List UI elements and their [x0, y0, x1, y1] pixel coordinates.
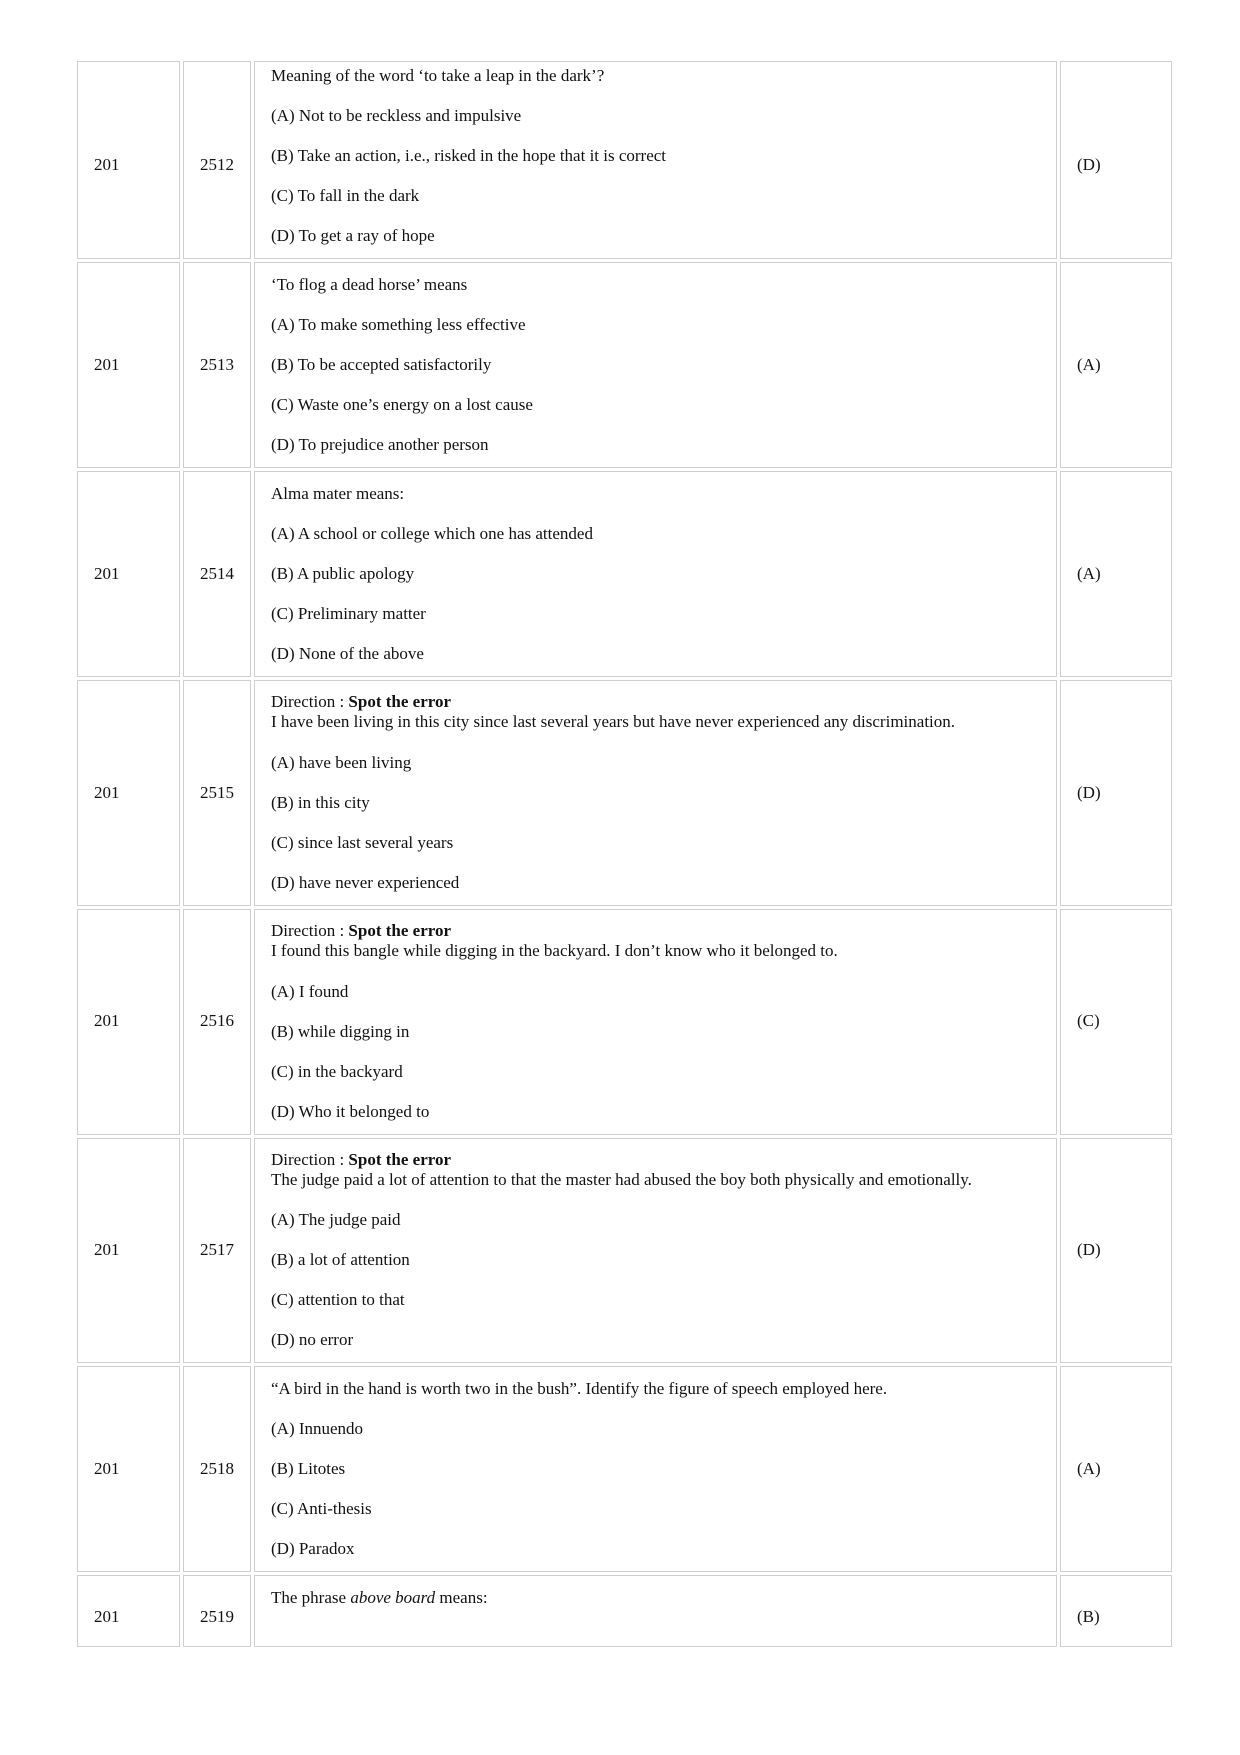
- direction-prefix: Direction :: [271, 920, 349, 940]
- answer-key: (C): [1060, 909, 1172, 1135]
- option-c: (C) in the backyard: [271, 1061, 403, 1081]
- option-b: (B) a lot of attention: [271, 1250, 410, 1270]
- table-row: [77, 1575, 1172, 1647]
- table-row: [77, 909, 1172, 1135]
- question-number: 2517: [183, 1138, 251, 1364]
- option-c: (C) Anti-thesis: [271, 1499, 372, 1519]
- direction-line: [271, 921, 1040, 941]
- option-b: (B) in this city: [271, 792, 370, 812]
- answer-key: (A): [1060, 262, 1172, 468]
- option-c: (C) attention to that: [271, 1290, 405, 1310]
- answer-key: (D): [1060, 61, 1172, 259]
- option-c: (C) Preliminary matter: [271, 604, 426, 623]
- question-cell: [254, 1138, 1057, 1364]
- question-text: ‘To flog a dead horse’ means: [271, 275, 468, 294]
- table-row: [77, 1138, 1172, 1364]
- option-d: (D) no error: [271, 1330, 354, 1350]
- option-d: (D) Paradox: [271, 1539, 355, 1559]
- subject-code: 201: [77, 471, 180, 677]
- question-suffix: means:: [435, 1588, 488, 1608]
- question-number: 2515: [183, 680, 251, 906]
- question-number: 2514: [183, 471, 251, 677]
- option-a: (A) To make something less effective: [271, 315, 526, 334]
- option-d: (D) To get a ray of hope: [271, 226, 435, 245]
- answer-key: (D): [1060, 680, 1172, 906]
- subject-code: 201: [77, 1366, 180, 1572]
- option-b: (B) Litotes: [271, 1459, 346, 1479]
- subject-code: 201: [77, 1575, 180, 1647]
- question-number: 2518: [183, 1366, 251, 1572]
- direction-instruction: Spot the error: [348, 920, 452, 940]
- answer-key: (D): [1060, 1138, 1172, 1364]
- option-a: (A) have been living: [271, 752, 412, 772]
- direction-instruction: Spot the error: [348, 1149, 452, 1169]
- option-b: (B) To be accepted satisfactorily: [271, 355, 492, 374]
- direction-line: [271, 692, 1040, 712]
- answer-key: (B): [1060, 1575, 1172, 1647]
- question-text: I have been living in this city since last several years but have never experienced any discrimination.: [271, 712, 956, 732]
- question-text: I found this bangle while digging in the backyard. I don’t know who it belonged to.: [271, 941, 838, 961]
- option-b: (B) Take an action, i.e., risked in the hope that it is correct: [271, 146, 667, 165]
- option-a: (A) I found: [271, 981, 349, 1001]
- option-d: (D) have never experienced: [271, 872, 460, 892]
- subject-code: 201: [77, 262, 180, 468]
- question-text: The judge paid a lot of attention to that the master had abused the boy both physically and emotionally.: [271, 1169, 972, 1189]
- question-cell: [254, 61, 1057, 259]
- option-a: (A) Innuendo: [271, 1419, 364, 1439]
- option-d: (D) To prejudice another person: [271, 435, 489, 454]
- answer-key: (A): [1060, 1366, 1172, 1572]
- option-a: (A) Not to be reckless and impulsive: [271, 106, 522, 125]
- table-row: [77, 262, 1172, 468]
- table-row: [77, 61, 1172, 259]
- subject-code: 201: [77, 909, 180, 1135]
- question-text: [271, 1587, 1040, 1608]
- question-cell: [254, 1575, 1057, 1647]
- question-number: 2513: [183, 262, 251, 468]
- question-number: 2512: [183, 61, 251, 259]
- question-prefix: The phrase: [271, 1588, 351, 1608]
- subject-code: 201: [77, 680, 180, 906]
- answer-key: (A): [1060, 471, 1172, 677]
- direction-prefix: Direction :: [271, 1149, 349, 1169]
- question-cell: [254, 909, 1057, 1135]
- option-b: (B) while digging in: [271, 1021, 410, 1041]
- question-cell: [254, 471, 1057, 677]
- option-b: (B) A public apology: [271, 564, 415, 583]
- question-number: 2519: [183, 1575, 251, 1647]
- option-c: (C) Waste one’s energy on a lost cause: [271, 395, 533, 414]
- subject-code: 201: [77, 61, 180, 259]
- table-row: [77, 471, 1172, 677]
- option-d: (D) None of the above: [271, 644, 424, 663]
- question-number: 2516: [183, 909, 251, 1135]
- table-row: [77, 680, 1172, 906]
- option-a: (A) The judge paid: [271, 1210, 401, 1230]
- option-a: (A) A school or college which one has attended: [271, 524, 593, 543]
- table-row: [77, 1366, 1172, 1572]
- subject-code: 201: [77, 1138, 180, 1364]
- question-cell: [254, 262, 1057, 468]
- direction-prefix: Direction :: [271, 692, 349, 711]
- direction-instruction: Spot the error: [348, 692, 452, 711]
- option-c: (C) since last several years: [271, 832, 454, 852]
- question-text: “A bird in the hand is worth two in the bush”. Identify the figure of speech employed here.: [271, 1379, 888, 1399]
- direction-line: [271, 1150, 1040, 1170]
- question-table: [74, 58, 1175, 1650]
- question-text: Alma mater means:: [271, 484, 405, 503]
- question-phrase: above board: [350, 1588, 436, 1608]
- option-c: (C) To fall in the dark: [271, 186, 420, 205]
- question-cell: [254, 680, 1057, 906]
- option-d: (D) Who it belonged to: [271, 1101, 430, 1121]
- question-text: Meaning of the word ‘to take a leap in the dark’?: [271, 66, 605, 85]
- question-cell: [254, 1366, 1057, 1572]
